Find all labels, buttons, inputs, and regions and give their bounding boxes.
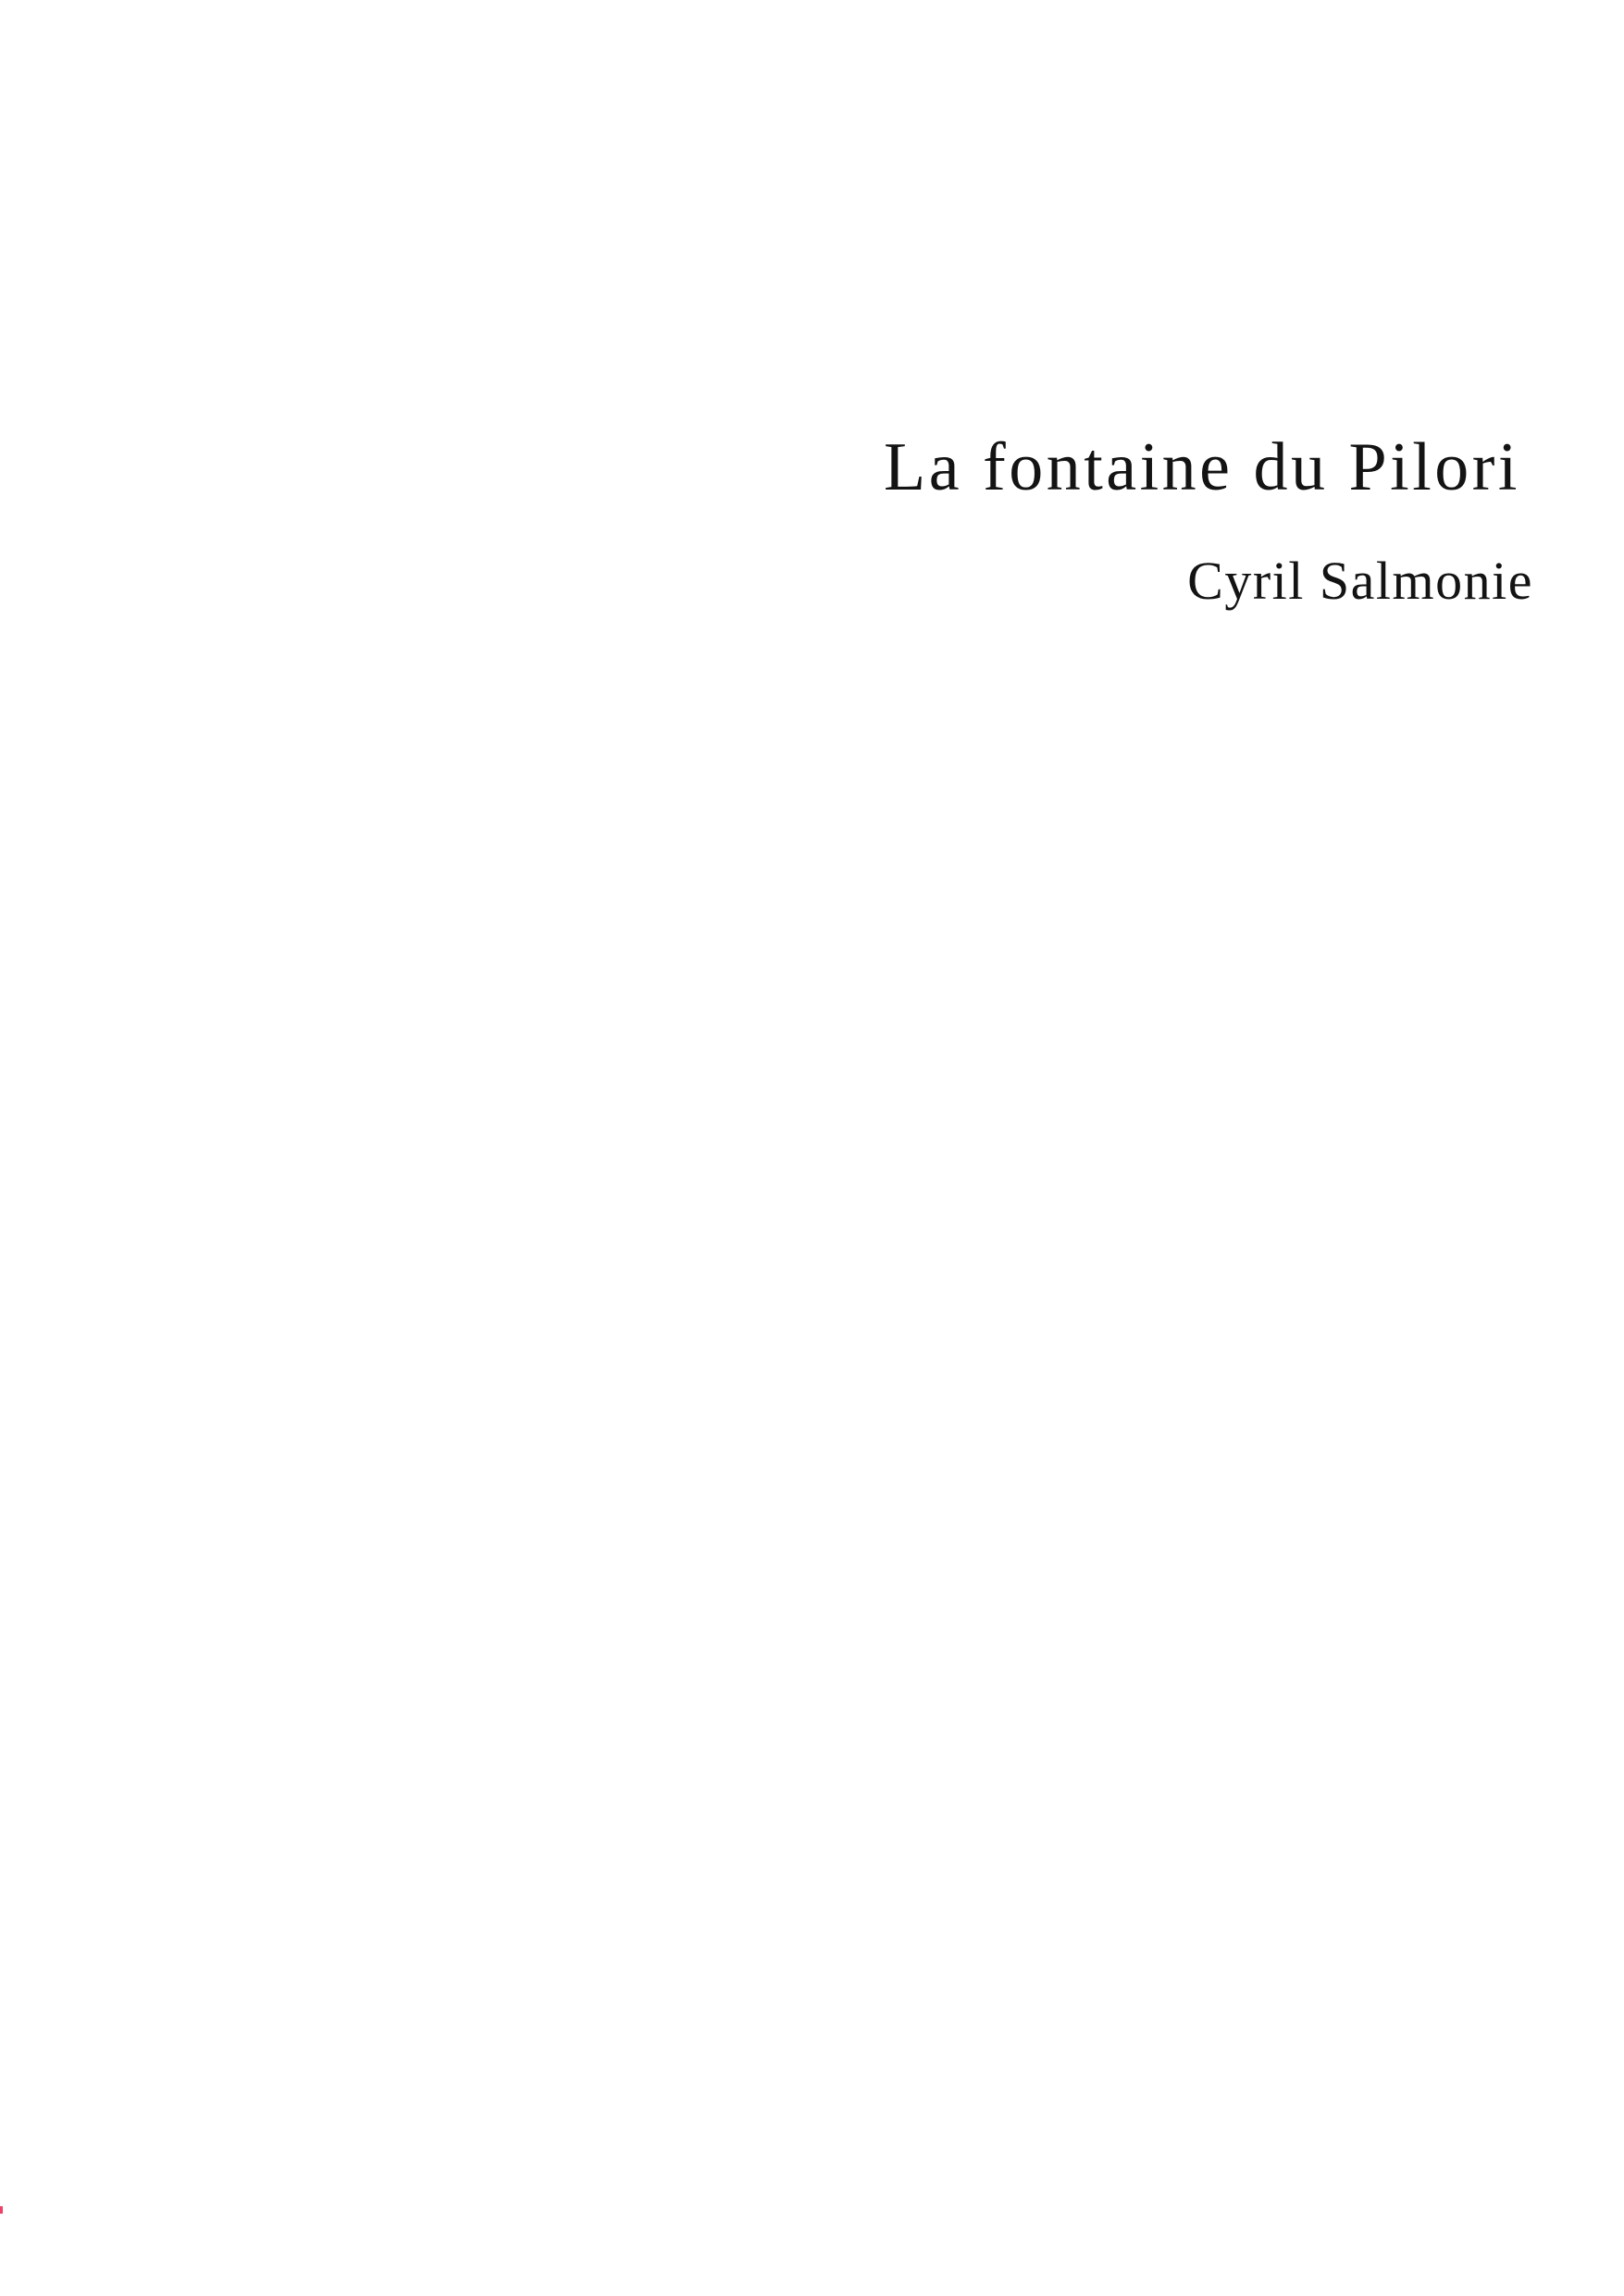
book-title: La fontaine du Pilori <box>884 429 1520 505</box>
book-author: Cyril Salmonie <box>1187 551 1533 611</box>
screen-edge-artifact-mark <box>0 2206 3 2214</box>
